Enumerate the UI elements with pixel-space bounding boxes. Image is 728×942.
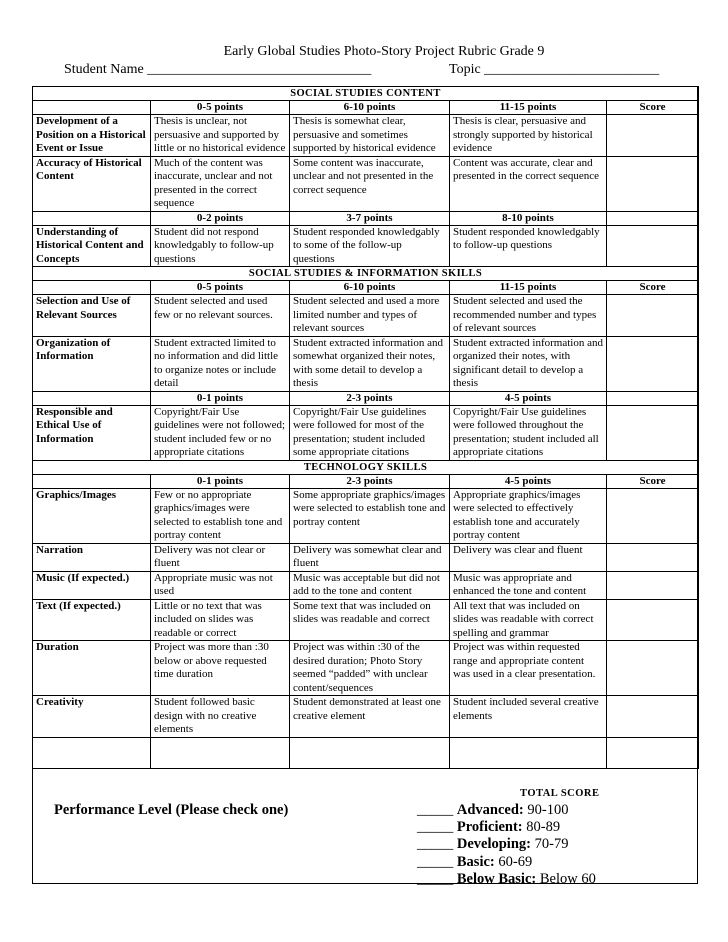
- descriptor-cell: All text that was included on slides was readable with correct spelling and grammar: [450, 599, 607, 641]
- criterion-header: [33, 211, 151, 225]
- criterion-row: [33, 225, 699, 267]
- points-label: 6-10 points: [290, 281, 450, 295]
- criterion-label: Graphics/Images: [33, 488, 151, 543]
- criterion-header: [33, 281, 151, 295]
- points-label: 3-7 points: [290, 211, 450, 225]
- checkbox-blank[interactable]: _____: [417, 802, 454, 818]
- points-label: 6-10 points: [290, 101, 450, 115]
- criterion-label: Responsible and Ethical Use of Information: [33, 405, 151, 460]
- score-cell[interactable]: [607, 295, 699, 337]
- descriptor-cell: Delivery was somewhat clear and fluent: [290, 543, 450, 571]
- points-label: 4-5 points: [450, 391, 607, 405]
- criterion-row: [33, 571, 699, 599]
- score-header: [607, 391, 699, 405]
- points-row: [33, 474, 699, 488]
- criterion-row: [33, 599, 699, 641]
- score-cell[interactable]: [607, 571, 699, 599]
- descriptor-cell: Appropriate graphics/images were selected to effectively establish tone and accurately portray content: [450, 488, 607, 543]
- criterion-row: [33, 295, 699, 337]
- points-label: 0-5 points: [151, 101, 290, 115]
- section-title: SOCIAL STUDIES CONTENT: [33, 87, 699, 101]
- descriptor-cell: Music was acceptable but did not add to the tone and content: [290, 571, 450, 599]
- points-label: 4-5 points: [450, 474, 607, 488]
- section-header-row: [33, 87, 699, 101]
- criterion-label: Selection and Use of Relevant Sources: [33, 295, 151, 337]
- criterion-label: Understanding of Historical Content and Concepts: [33, 225, 151, 267]
- level-advanced[interactable]: [417, 802, 596, 819]
- descriptor-cell: Student selected and used the recommended number and types of relevant sources: [450, 295, 607, 337]
- section-title: TECHNOLOGY SKILLS: [33, 460, 699, 474]
- checkbox-blank[interactable]: _____: [417, 853, 454, 870]
- blank-cell: [450, 737, 607, 768]
- checkbox-blank[interactable]: _____: [417, 819, 454, 836]
- descriptor-cell: Delivery was clear and fluent: [450, 543, 607, 571]
- score-cell[interactable]: [607, 225, 699, 267]
- points-label: 0-1 points: [151, 391, 290, 405]
- checkbox-blank[interactable]: _____: [417, 836, 454, 853]
- descriptor-cell: Few or no appropriate graphics/images were selected to establish tone and portray content: [151, 488, 290, 543]
- criterion-label: Narration: [33, 543, 151, 571]
- descriptor-cell: Delivery was not clear or fluent: [151, 543, 290, 571]
- descriptor-cell: Student responded knowledgably to follow-up questions: [450, 225, 607, 267]
- points-label: 11-15 points: [450, 281, 607, 295]
- descriptor-cell: Student extracted information and somewhat organized their notes, with some detail to develop a thesis: [290, 336, 450, 391]
- descriptor-cell: Little or no text that was included on slides was readable or correct: [151, 599, 290, 641]
- points-row: [33, 101, 699, 115]
- criterion-row: [33, 156, 699, 211]
- descriptor-cell: Some appropriate graphics/images were selected to establish tone and portray content: [290, 488, 450, 543]
- descriptor-cell: Student extracted information and organized their notes, with significant detail to develop a thesis: [450, 336, 607, 391]
- descriptor-cell: Student extracted limited to no information and did little to organize notes or include detail: [151, 336, 290, 391]
- criterion-label: Duration: [33, 641, 151, 696]
- criterion-row: [33, 488, 699, 543]
- level-name: Proficient:: [456, 819, 523, 836]
- criterion-header: [33, 391, 151, 405]
- criterion-label: Development of a Position on a Historical Event or Issue: [33, 115, 151, 157]
- level-proficient[interactable]: [417, 819, 596, 836]
- descriptor-cell: Student included several creative elements: [450, 696, 607, 738]
- descriptor-cell: Music was appropriate and enhanced the tone and content: [450, 571, 607, 599]
- descriptor-cell: Appropriate music was not used: [151, 571, 290, 599]
- section-header-row: [33, 460, 699, 474]
- criterion-row: [33, 405, 699, 460]
- criterion-label: Accuracy of Historical Content: [33, 156, 151, 211]
- level-name: Basic:: [456, 853, 495, 870]
- score-cell[interactable]: [607, 336, 699, 391]
- total-row: [33, 737, 699, 768]
- blank-cell: [151, 737, 290, 768]
- criterion-label: Creativity: [33, 696, 151, 738]
- student-name-label: Student Name ________________________________: [64, 62, 372, 77]
- points-label: 0-2 points: [151, 211, 290, 225]
- descriptor-cell: Some text that was included on slides was readable and correct: [290, 599, 450, 641]
- performance-levels: [417, 802, 596, 888]
- points-label: 2-3 points: [290, 474, 450, 488]
- descriptor-cell: Copyright/Fair Use guidelines were not followed; student included few or no appropriate citations: [151, 405, 290, 460]
- criterion-header: [33, 474, 151, 488]
- points-label: 2-3 points: [290, 391, 450, 405]
- section-header-row: [33, 267, 699, 281]
- rubric-title: Early Global Studies Photo-Story Project Rubric Grade 9: [223, 44, 545, 59]
- descriptor-cell: Thesis is unclear, not persuasive and supported by little or no historical evidence: [151, 115, 290, 157]
- score-cell[interactable]: [607, 696, 699, 738]
- descriptor-cell: Thesis is somewhat clear, persuasive and sometimes supported by historical evidence: [290, 115, 450, 157]
- criterion-row: [33, 696, 699, 738]
- points-row: [33, 281, 699, 295]
- descriptor-cell: Student followed basic design with no creative elements: [151, 696, 290, 738]
- points-row: [33, 391, 699, 405]
- descriptor-cell: Student selected and used few or no relevant sources.: [151, 295, 290, 337]
- criterion-header: [33, 101, 151, 115]
- blank-cell: [290, 737, 450, 768]
- rubric-table: [32, 86, 699, 769]
- descriptor-cell: Student demonstrated at least one creative element: [290, 696, 450, 738]
- score-header: [607, 211, 699, 225]
- criterion-row: [33, 641, 699, 696]
- descriptor-cell: Student responded knowledgably to some of the follow-up questions: [290, 225, 450, 267]
- score-cell[interactable]: [607, 405, 699, 460]
- descriptor-cell: Content was accurate, clear and presented in the correct sequence: [450, 156, 607, 211]
- level-name: Developing:: [456, 836, 531, 853]
- level-range: 60-69: [498, 853, 533, 870]
- criterion-row: [33, 336, 699, 391]
- level-range: 90-100: [527, 802, 569, 818]
- descriptor-cell: Student selected and used a more limited number and types of relevant sources: [290, 295, 450, 337]
- descriptor-cell: Much of the content was inaccurate, unclear and not presented in the correct sequence: [151, 156, 290, 211]
- criterion-row: [33, 543, 699, 571]
- blank-cell: [33, 737, 151, 768]
- descriptor-cell: Some content was inaccurate, unclear and not presented in the correct sequence: [290, 156, 450, 211]
- total-score-cell[interactable]: [607, 737, 699, 768]
- level-name: Below Basic:: [456, 870, 537, 887]
- criterion-row: [33, 115, 699, 157]
- topic-label: Topic _________________________: [449, 62, 660, 77]
- descriptor-cell: Project was more than :30 below or above requested time duration: [151, 641, 290, 696]
- level-basic[interactable]: [417, 854, 596, 871]
- descriptor-cell: Thesis is clear, persuasive and strongly supported by historical evidence: [450, 115, 607, 157]
- points-label: 0-5 points: [151, 281, 290, 295]
- checkbox-blank[interactable]: _____: [417, 870, 454, 887]
- total-score-label: TOTAL SCORE: [520, 788, 600, 799]
- section-title: SOCIAL STUDIES & INFORMATION SKILLS: [33, 267, 699, 281]
- descriptor-cell: Copyright/Fair Use guidelines were followed throughout the presentation; student included all appropriate citations: [450, 405, 607, 460]
- level-range: 70-79: [534, 836, 569, 853]
- performance-level-label: Performance Level (Please check one): [54, 802, 289, 818]
- criterion-label: Text (If expected.): [33, 599, 151, 641]
- level-range: 80-89: [526, 819, 561, 836]
- descriptor-cell: Copyright/Fair Use guidelines were followed for most of the presentation; student included some appropriate citations: [290, 405, 450, 460]
- points-label: 8-10 points: [450, 211, 607, 225]
- criterion-label: Organization of Information: [33, 336, 151, 391]
- score-header: Score: [607, 474, 699, 488]
- descriptor-cell: Project was within :30 of the desired duration; Photo Story seemed “padded” with unclear content/sequences: [290, 641, 450, 696]
- score-cell[interactable]: [607, 543, 699, 571]
- descriptor-cell: Project was within requested range and appropriate content was used in a clear presentation.: [450, 641, 607, 696]
- level-range: Below 60: [539, 870, 596, 887]
- score-cell[interactable]: [607, 599, 699, 641]
- score-header: Score: [607, 281, 699, 295]
- points-row: [33, 211, 699, 225]
- score-cell[interactable]: [607, 115, 699, 157]
- criterion-label: Music (If expected.): [33, 571, 151, 599]
- score-cell[interactable]: [607, 156, 699, 211]
- points-label: 11-15 points: [450, 101, 607, 115]
- points-label: 0-1 points: [151, 474, 290, 488]
- level-developing[interactable]: [417, 836, 596, 853]
- score-header: Score: [607, 101, 699, 115]
- level-name: Advanced:: [456, 802, 524, 818]
- level-below-basic[interactable]: [417, 871, 596, 888]
- descriptor-cell: Student did not respond knowledgably to follow-up questions: [151, 225, 290, 267]
- score-cell[interactable]: [607, 488, 699, 543]
- score-cell[interactable]: [607, 641, 699, 696]
